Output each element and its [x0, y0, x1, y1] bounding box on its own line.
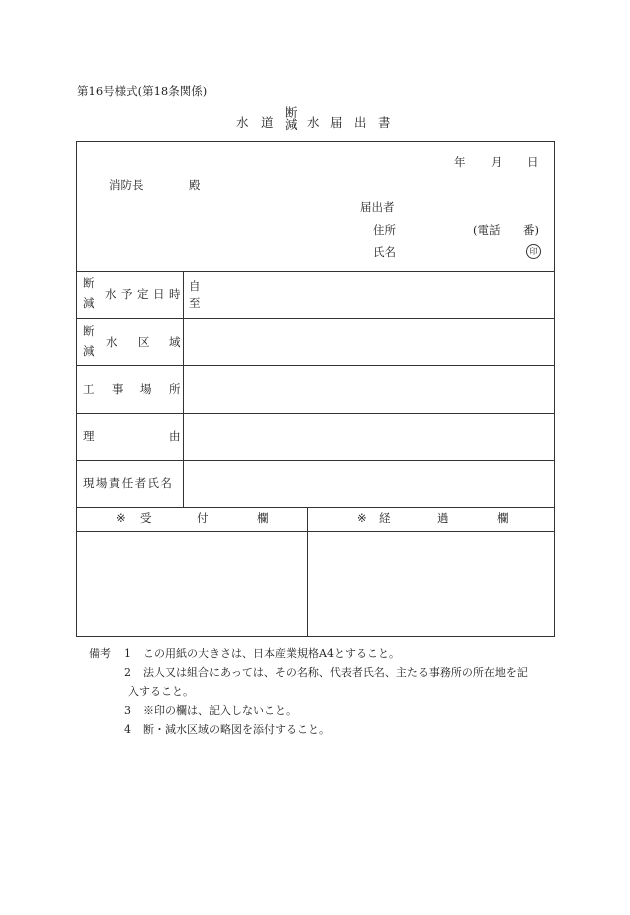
schedule-label: 水予定日時: [105, 287, 185, 301]
applicant-label: 届出者: [360, 200, 395, 214]
form-number: 第16号様式(第18条関係): [77, 84, 208, 98]
reception-header-char: 欄: [257, 511, 269, 525]
area-label-char: 区: [138, 335, 150, 349]
form-table: [76, 141, 555, 637]
divider: [77, 460, 554, 461]
reception-header-char: 受: [140, 511, 152, 525]
title-stack-top: 断: [285, 105, 298, 120]
day-label: 日: [527, 155, 539, 169]
seal-icon: 印: [526, 244, 541, 259]
progress-header-char: 過: [437, 511, 449, 525]
note-number: 2: [124, 666, 131, 679]
site-label-char: 所: [169, 382, 181, 396]
note-number: 1: [124, 647, 131, 660]
area-label-char: 水: [106, 335, 118, 349]
title-char: 水: [236, 115, 249, 130]
month-label: 月: [491, 155, 503, 169]
title-char: 水: [307, 115, 320, 130]
schedule-stack-top: 断: [83, 276, 95, 290]
reason-label-char: 由: [169, 429, 181, 443]
column-divider: [307, 507, 308, 637]
column-divider: [183, 271, 184, 507]
progress-header-char: 経: [379, 511, 391, 525]
area-stack-top: 断: [83, 324, 95, 338]
title-char: 出: [354, 115, 367, 130]
area-stack-bottom: 減: [83, 344, 95, 358]
site-label-char: 場: [140, 382, 152, 396]
phone-suffix: 番): [523, 223, 539, 237]
schedule-from: 自: [189, 279, 201, 293]
title-char: 届: [330, 115, 343, 130]
divider: [77, 365, 554, 366]
note-text-continuation: 入すること。: [128, 685, 194, 698]
note-number: 3: [124, 704, 131, 717]
year-label: 年: [454, 155, 466, 169]
progress-header-char: 欄: [497, 511, 509, 525]
reception-header-char: 付: [197, 511, 209, 525]
addressee-label: 消防長: [109, 178, 144, 192]
honorific-label: 殿: [189, 178, 201, 192]
supervisor-label: 現場責任者氏名: [83, 476, 174, 490]
divider: [77, 507, 554, 508]
reason-label-char: 理: [83, 429, 95, 443]
address-label: 住所: [373, 223, 396, 237]
title-stack-bottom: 減: [285, 117, 298, 132]
note-text: この用紙の大きさは、日本産業規格A4とすること。: [143, 647, 400, 660]
note-text: 法人又は組合にあっては、その名称、代表者氏名、主たる事務所の所在地を記: [143, 666, 528, 679]
divider: [77, 531, 554, 532]
notes-heading: 備考: [89, 647, 111, 660]
site-label-char: 工: [83, 382, 95, 396]
divider: [77, 318, 554, 319]
area-label-char: 域: [169, 335, 181, 349]
site-label-char: 事: [112, 382, 124, 396]
schedule-stack-bottom: 減: [83, 296, 95, 310]
progress-mark: ※: [357, 511, 367, 525]
schedule-to: 至: [189, 296, 201, 310]
title-char: 道: [261, 115, 274, 130]
note-text: ※印の欄は、記入しないこと。: [143, 704, 297, 717]
phone-label: (電話: [473, 223, 501, 237]
document-title: [0, 105, 630, 135]
divider: [77, 413, 554, 414]
reception-mark: ※: [116, 511, 126, 525]
divider: [77, 271, 554, 272]
note-text: 断・減水区域の略図を添付すること。: [143, 723, 330, 736]
name-label: 氏名: [373, 245, 396, 259]
title-char: 書: [378, 115, 391, 130]
note-number: 4: [124, 723, 131, 736]
